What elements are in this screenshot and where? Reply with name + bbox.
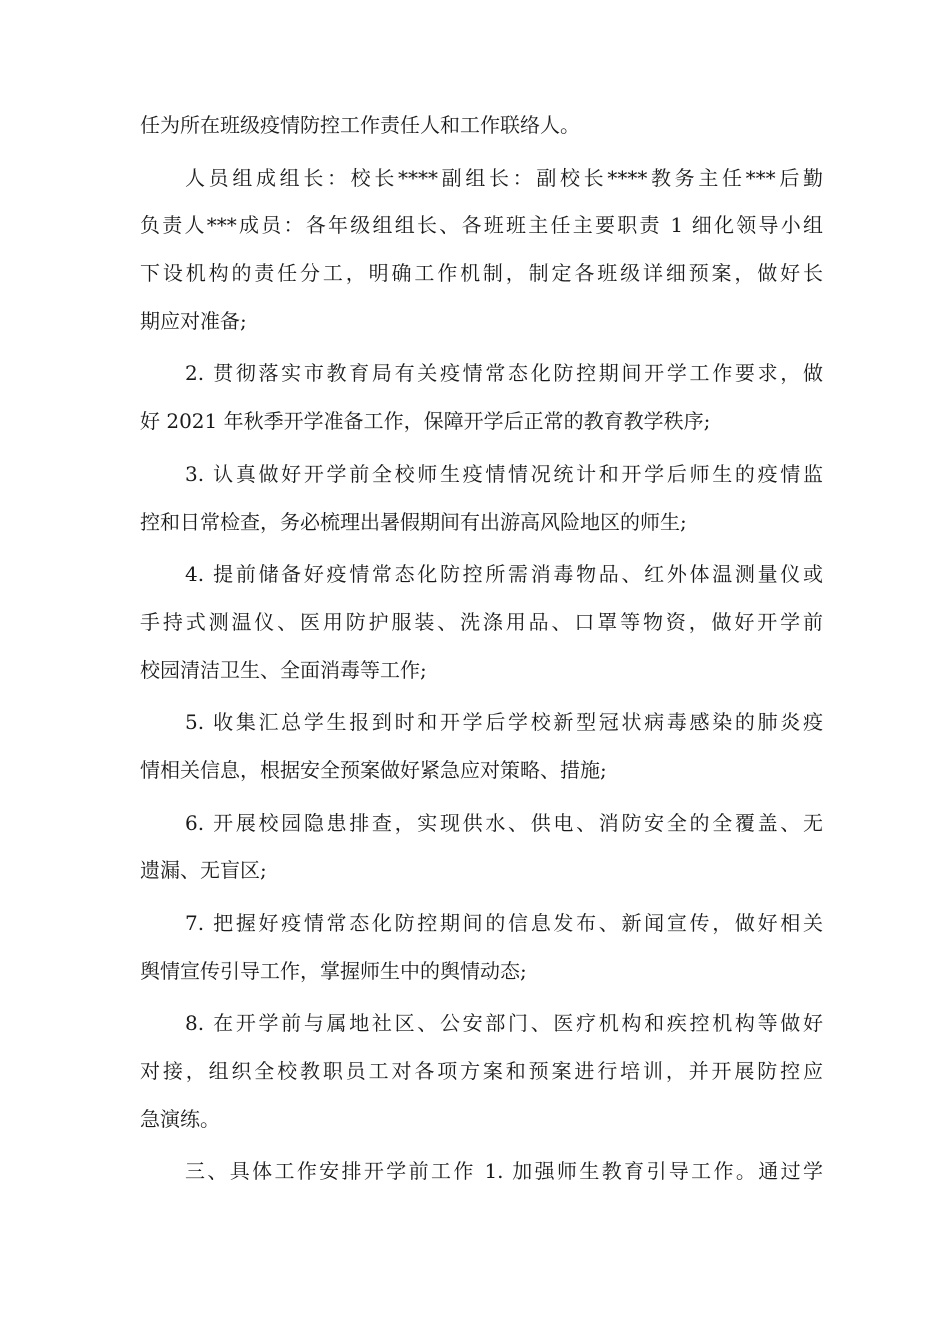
text-line: 急演练。 — [140, 1106, 220, 1131]
paragraph — [140, 102, 823, 150]
text-line: 好 2021 年秋季开学准备工作，保障开学后正常的教育教学秩序; — [140, 409, 711, 434]
text-line: 控和日常检查，务必梳理出暑假期间有出游高风险地区的师生; — [140, 509, 687, 534]
paragraph-item-6 — [140, 800, 823, 895]
text-line: 人员组成组长：校长****副组长：副校长****教务主任***后勤 — [185, 165, 823, 190]
text-line: 情相关信息，根据安全预案做好紧急应对策略、措施; — [140, 757, 607, 782]
text-line: 3. 认真做好开学前全校师生疫情情况统计和开学后师生的疫情监 — [185, 461, 823, 486]
text-line: 下设机构的责任分工，明确工作机制，制定各班级详细预案，做好长 — [140, 261, 823, 286]
text-line: 负责人***成员：各年级组组长、各班班主任主要职责 1 细化领导小组 — [140, 213, 823, 238]
text-line: 校园清洁卫生、全面消毒等工作; — [140, 657, 427, 682]
paragraph-section-3 — [140, 1148, 823, 1196]
paragraph-item-8 — [140, 1000, 823, 1143]
text-line: 手持式测温仪、医用防护服装、洗涤用品、口罩等物资，做好开学前 — [140, 609, 823, 634]
paragraph-item-4 — [140, 551, 823, 694]
text-line: 7. 把握好疫情常态化防控期间的信息发布、新闻宣传，做好相关 — [185, 911, 823, 935]
text-line: 任为所在班级疫情防控工作责任人和工作联络人。 — [140, 113, 580, 137]
paragraph-item-7 — [140, 900, 823, 995]
paragraph-item-5 — [140, 699, 823, 794]
text-line: 对接，组织全校教职员工对各项方案和预案进行培训，并开展防控应 — [140, 1059, 823, 1084]
document-body — [140, 102, 823, 1201]
text-line: 8. 在开学前与属地社区、公安部门、医疗机构和疾控机构等做好 — [185, 1011, 823, 1036]
text-line: 4. 提前储备好疫情常态化防控所需消毒物品、红外体温测量仪或 — [185, 562, 823, 587]
text-line: 期应对准备; — [140, 308, 247, 333]
text-line: 5. 收集汇总学生报到时和开学后学校新型冠状病毒感染的肺炎疫 — [185, 710, 823, 735]
paragraph-item-3 — [140, 451, 823, 546]
paragraph-members — [140, 155, 823, 346]
text-line: 舆情宣传引导工作，掌握师生中的舆情动态; — [140, 958, 527, 983]
text-line: 6. 开展校园隐患排查，实现供水、供电、消防安全的全覆盖、无 — [185, 810, 823, 835]
text-line: 三、具体工作安排开学前工作 1. 加强师生教育引导工作。通过学 — [185, 1159, 823, 1184]
text-line: 遗漏、无盲区; — [140, 858, 267, 883]
paragraph-item-2 — [140, 350, 823, 445]
text-line: 2. 贯彻落实市教育局有关疫情常态化防控期间开学工作要求，做 — [185, 361, 823, 386]
